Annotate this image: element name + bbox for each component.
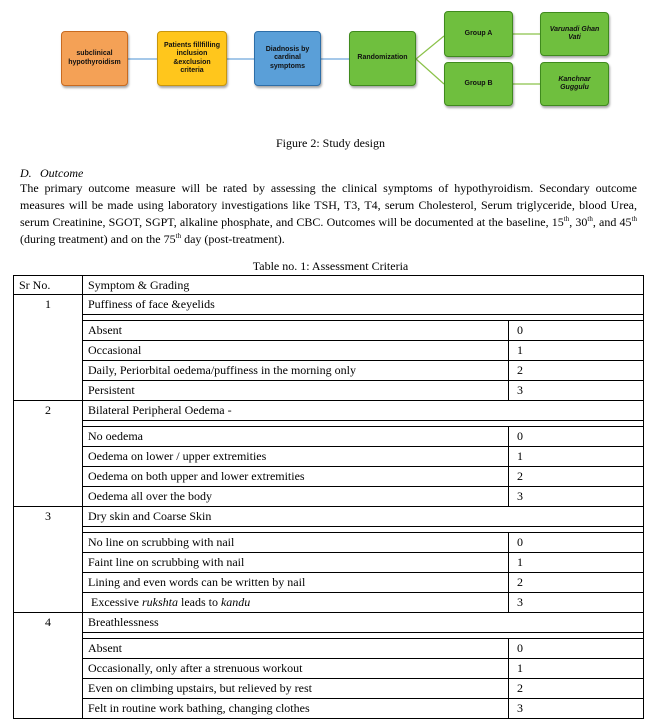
grade-row [14, 467, 644, 487]
grade-description-cell [83, 593, 509, 613]
grade-description-cell: Oedema on both upper and lower extremities [83, 467, 509, 487]
grade-score-cell: 0 [509, 427, 644, 447]
grade-row [14, 487, 644, 507]
box-subclinical-label: subclinical hypothyroidism [68, 50, 121, 66]
grade-description-cell: Absent [83, 321, 509, 341]
grade-row [14, 659, 644, 679]
grade-row [14, 639, 644, 659]
sr-number-cell: 1 [14, 295, 83, 401]
para-sup-2: th [587, 215, 593, 223]
symptom-name-cell: Bilateral Peripheral Oedema - [83, 401, 644, 421]
box-randomization [349, 31, 416, 86]
box-criteria-line-1: Patients fillfilling [163, 41, 220, 49]
grade-score-cell: 1 [509, 553, 644, 573]
grade-row [14, 533, 644, 553]
grade-row [14, 447, 644, 467]
section-heading [20, 166, 83, 181]
grade-score-cell: 0 [509, 639, 644, 659]
grade-description-cell: Faint line on scrubbing with nail [83, 553, 509, 573]
grade-score-cell: 0 [509, 533, 644, 553]
table-caption: Table no. 1: Assessment Criteria [252, 259, 409, 273]
box-group-a [444, 11, 513, 57]
symptom-name-cell: Breathlessness [83, 613, 644, 633]
box-diagnosis-line-3: symptoms [269, 62, 305, 70]
grade-score-cell: 3 [509, 593, 644, 613]
grade-description-cell: Lining and even words can be written by nail [83, 573, 509, 593]
para-sup-3: th [631, 215, 638, 223]
grade-score-cell: 1 [509, 659, 644, 679]
connector-4 [416, 36, 444, 59]
box-drug-b-label: Kanchnar Guggulu [558, 75, 591, 91]
grade-row [14, 381, 644, 401]
box-drug-a-line-1: Varunadi Ghan [549, 25, 600, 33]
study-design-flowchart [0, 0, 661, 118]
grade-description-cell: Daily, Periorbital oedema/puffiness in the morning only [83, 361, 509, 381]
header-symptom-grading: Symptom & Grading [83, 276, 644, 295]
box-criteria-line-3: &exclusion criteria [173, 58, 211, 74]
box-criteria-line-2: inclusion [176, 50, 208, 57]
grade-score-cell: 0 [509, 321, 644, 341]
grade-description-cell: Even on climbing upstairs, but relieved by rest [83, 679, 509, 699]
section-title: Outcome [40, 166, 84, 180]
grade-description-cell: Occasional [83, 341, 509, 361]
box-group-b-label: Group B [464, 79, 493, 87]
symptom-name-cell: Dry skin and Coarse Skin [83, 507, 644, 527]
symptom-row [14, 295, 644, 315]
grade-row [14, 679, 644, 699]
grade-row [14, 341, 644, 361]
outcome-paragraph [20, 180, 637, 248]
grade-score-cell: 3 [509, 487, 644, 507]
grade-italic-term: rukshta [141, 595, 178, 609]
grade-description-cell: Occasionally, only after a strenuous workout [83, 659, 509, 679]
connector-5 [416, 59, 444, 84]
grade-text-part: leads to [177, 595, 221, 609]
grade-text-part: Excessive [88, 595, 142, 609]
grade-row [14, 573, 644, 593]
grade-score-cell: 3 [509, 381, 644, 401]
grade-score-cell: 2 [509, 361, 644, 381]
sr-number-cell: 3 [14, 507, 83, 613]
grade-score-cell: 1 [509, 447, 644, 467]
grade-score-cell: 1 [509, 341, 644, 361]
grade-score-cell: 3 [509, 699, 644, 719]
para-text-1: The primary outcome measure will be rated by assessing the clinical symptoms of hypothyroidism. Secondary outcome measures will be made using laboratory investigations like TSH, T3, T4, serum Cholesterol, Serum triglyceride, blood Urea, serum Creatinine, SGOT, SGPT, alkaline phosphate, and CBC. Outcomes will be documented at the baseline, 15 [20, 181, 637, 229]
assessment-criteria-table [13, 275, 644, 719]
grade-row [14, 321, 644, 341]
grade-row [14, 553, 644, 573]
sr-number-cell: 4 [14, 613, 83, 719]
para-sup-4: th [175, 232, 182, 240]
box-inclusion-criteria [157, 31, 227, 86]
box-randomization-label: Randomization [357, 54, 408, 62]
box-drug-a-line-2: Vati [568, 34, 581, 41]
box-diagnosis [254, 31, 321, 86]
grade-row [14, 361, 644, 381]
box-diagnosis-line-1: Diadnosis by [265, 45, 310, 53]
para-text-4: (during treatment) and on the 75 [20, 232, 176, 246]
para-text-5: day (post-treatment). [181, 232, 285, 246]
grade-description-cell: Oedema all over the body [83, 487, 509, 507]
grade-description-cell: No oedema [83, 427, 509, 447]
grade-score-cell: 2 [509, 467, 644, 487]
sr-number-cell: 2 [14, 401, 83, 507]
section-number: D. [20, 166, 32, 180]
grade-description-cell: No line on scrubbing with nail [83, 533, 509, 553]
box-drug-b [540, 62, 609, 106]
grade-italic-term: kandu [220, 595, 251, 609]
para-text-3: , and 45 [592, 215, 632, 229]
grade-row [14, 427, 644, 447]
para-sup-1: th [563, 215, 570, 223]
box-drug-a [540, 12, 609, 56]
grade-score-cell: 2 [509, 573, 644, 593]
grade-row [14, 593, 644, 613]
figure-caption: Figure 2: Study design [275, 136, 385, 150]
symptom-row [14, 613, 644, 633]
table-header-row [14, 276, 644, 295]
grade-description-cell: Oedema on lower / upper extremities [83, 447, 509, 467]
box-diagnosis-line-2: cardinal [274, 54, 301, 62]
box-group-a-label: Group A [464, 29, 493, 37]
symptom-row [14, 507, 644, 527]
grade-description-cell: Felt in routine work bathing, changing clothes [83, 699, 509, 719]
para-text-2: , 30 [569, 215, 588, 229]
grade-score-cell: 2 [509, 679, 644, 699]
header-sr-no: Sr No. [14, 276, 83, 295]
grade-description-cell: Absent [83, 639, 509, 659]
symptom-name-cell: Puffiness of face &eyelids [83, 295, 644, 315]
box-subclinical-hypothyroidism [61, 31, 128, 86]
symptom-row [14, 401, 644, 421]
grade-description-cell: Persistent [83, 381, 509, 401]
box-group-b [444, 62, 513, 106]
